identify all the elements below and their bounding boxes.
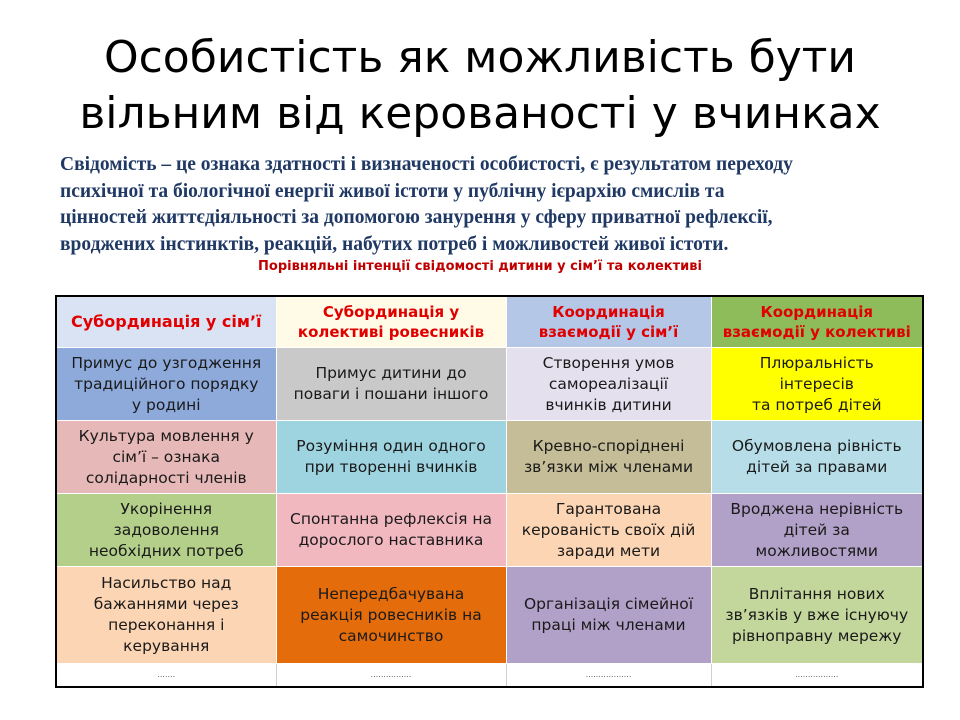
cell-text-line: зв’язків у вже існуючу (725, 605, 909, 624)
cell-text-line: інтересів (779, 374, 854, 393)
cell-text-line: поваги і пошани іншого (293, 385, 489, 403)
cell-text-line: у родині (131, 395, 201, 414)
cell-text-line: Примус дитини до (315, 364, 467, 382)
table-header-row (56, 296, 923, 348)
cell-text-line: Непередбачувана (317, 584, 465, 603)
cell-text-line: взаємодії у колективі (722, 323, 911, 341)
cell-text-line: Кревно-споріднені (532, 437, 685, 455)
cell-text-line: традиційного порядку (74, 374, 259, 393)
cell-text-line: при творенні вчинків (304, 458, 478, 476)
header-cell (506, 296, 711, 348)
cell-text-line: Субординація у (322, 303, 460, 321)
cell-text-line: бажаннями через (93, 595, 239, 613)
header-cell (56, 296, 276, 348)
table-cell (711, 421, 923, 494)
cell-text-line: переконання і (108, 616, 225, 634)
cell-text-line: можливостями (755, 541, 878, 560)
table-cell (506, 421, 711, 494)
header-cell (711, 296, 923, 348)
cell-text-line: Розуміння один одного (296, 437, 486, 455)
table-footer-row (56, 664, 923, 688)
cell-text-line: необхідних потреб (88, 541, 244, 560)
cell-text-line: Організація сімейної (523, 595, 694, 613)
footer-dots: ................ (276, 664, 506, 688)
cell-text-line: Плюральність (759, 353, 874, 372)
title-line-1: Особистість як можливість бути (103, 32, 857, 83)
cell-text-line: Створення умов (542, 353, 675, 372)
comparison-table (55, 295, 924, 688)
cell-text-line: взаємодії у сім’ї (538, 323, 679, 341)
cell-text-line: заради мети (556, 541, 661, 560)
header-cell (276, 296, 506, 348)
cell-text-line: дорослого наставника (298, 531, 484, 549)
table-row (56, 494, 923, 567)
cell-text-line: Спонтанна рефлексія на (290, 510, 492, 528)
table-cell (276, 494, 506, 567)
cell-text-line: вчинків дитини (545, 395, 672, 414)
table-cell (506, 494, 711, 567)
cell-text-line: рівноправну мережу (732, 626, 902, 645)
slide-title (0, 30, 960, 142)
cell-text-line: Координація (760, 303, 874, 321)
cell-text-line: задоволення (113, 520, 220, 539)
cell-text-line: Вроджена нерівність (730, 499, 904, 518)
description-line: психічної та біологічної енергії живої істоти у публічну ієрархію смислів та (60, 180, 725, 202)
cell-text-line: та потреб дітей (751, 395, 882, 414)
cell-text-line: сім’ї – ознака (112, 447, 221, 466)
cell-text-line: реакція ровесників на (300, 605, 482, 624)
table-row (56, 421, 923, 494)
cell-text-line: дітей за правами (746, 458, 888, 476)
table-cell (276, 567, 506, 664)
footer-dots: ................. (711, 664, 923, 688)
footer-dots: .................. (506, 664, 711, 688)
table-row (56, 567, 923, 664)
cell-text-line: Гарантована (555, 499, 662, 518)
title-line-2: вільним від керованості у вчинках (79, 88, 881, 139)
description-line: цінностей життєдіяльності за допомогою занурення у сферу приватної рефлексії, (60, 207, 773, 228)
cell-text-line: дітей за (783, 520, 850, 539)
cell-text-line: солідарності членів (85, 468, 247, 487)
description-line: Свідомість – це ознака здатності і визначеності особистості, є результатом переходу (60, 154, 793, 175)
table-cell (56, 567, 276, 664)
description-line: вроджених інстинктів, реакцій, набутих потреб і можливостей живої істоти. (60, 233, 729, 255)
cell-text-line: Примус до узгодження (71, 353, 262, 372)
cell-text-line: колективі ровесників (297, 323, 485, 341)
table-cell (711, 348, 923, 421)
table-row (56, 348, 923, 421)
table-caption: Порівняльні інтенції свідомості дитини у сім’ї та колективі (258, 259, 702, 274)
cell-text-line: самочинство (338, 626, 444, 645)
table-cell (711, 494, 923, 567)
cell-text-line: Вплітання нових (748, 584, 885, 603)
table-cell (276, 421, 506, 494)
cell-text-line: зв’язки між членами (523, 458, 694, 476)
table-cell (56, 494, 276, 567)
cell-text-line: Культура мовлення у (78, 426, 254, 445)
cell-text-line: Обумовлена рівність (731, 437, 902, 455)
cell-text-line: Укорінення (120, 499, 213, 518)
cell-text-line: праці між членами (531, 616, 686, 634)
table-cell (711, 567, 923, 664)
cell-text-line: Субординація у сім’ї (70, 312, 262, 331)
cell-text-line: керованість своїх дій (521, 520, 696, 539)
table-cell (506, 348, 711, 421)
table-cell (506, 567, 711, 664)
cell-text-line: Насильство над (101, 574, 232, 592)
cell-text-line: Координація (552, 303, 665, 321)
footer-dots: ....... (56, 664, 276, 688)
cell-text-line: самореалізації (548, 374, 669, 393)
table-cell (56, 421, 276, 494)
table-cell (56, 348, 276, 421)
table-cell (276, 348, 506, 421)
cell-text-line: керування (123, 637, 210, 655)
description-paragraph (60, 152, 910, 258)
